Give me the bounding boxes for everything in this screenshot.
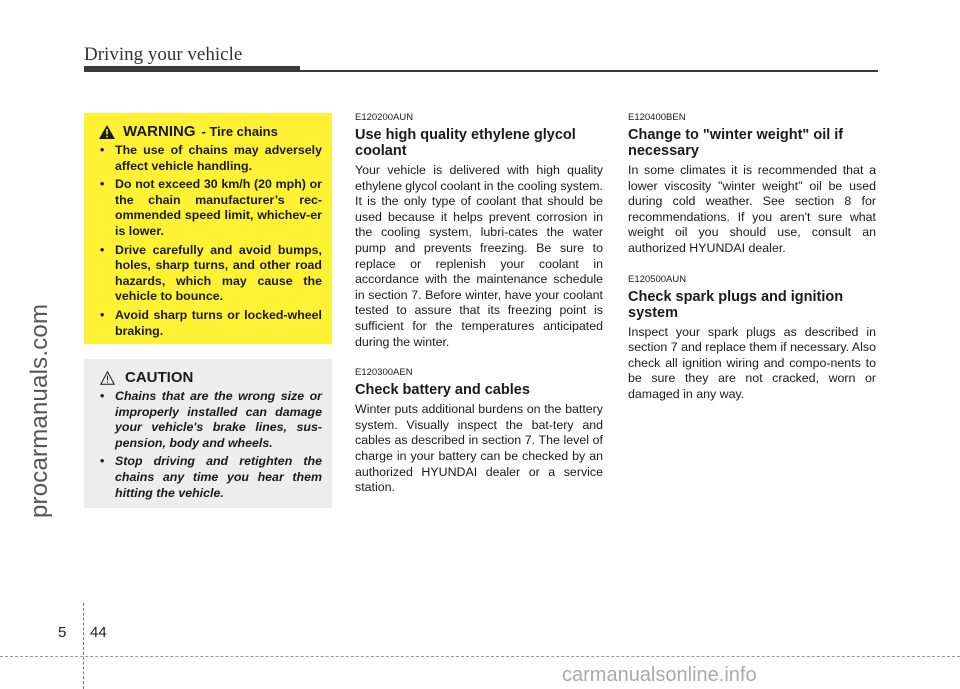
caution-header xyxy=(94,369,322,386)
warning-triangle-icon xyxy=(99,125,115,139)
section-code: E120400BEN xyxy=(628,112,686,123)
middle-column xyxy=(355,112,603,496)
warning-box xyxy=(84,113,332,344)
right-column xyxy=(628,112,876,403)
page-header-title: Driving your vehicle xyxy=(84,44,243,65)
warning-subtitle: - Tire chains xyxy=(201,124,278,139)
warning-item: • Avoid sharp turns or locked-wheel braking. xyxy=(100,307,322,338)
caution-item: • Stop driving and retighten the chains any time you hear them hitting the vehicle. xyxy=(100,454,322,500)
footer-divider-vertical xyxy=(83,603,84,689)
page-number: 44 xyxy=(90,624,107,641)
section-title: Check battery and cables xyxy=(355,382,530,399)
section-title: Change to "winter weight" oil if necessary xyxy=(628,127,844,159)
footer-divider-horizontal xyxy=(0,656,960,657)
chapter-number: 5 xyxy=(58,624,67,641)
section-code: E120200AUN xyxy=(355,112,414,123)
caution-label: CAUTION xyxy=(125,369,194,386)
side-watermark: procarmanuals.com xyxy=(26,303,53,518)
section-body: Inspect your spark plugs as described in section 7 and replace them if necessary. Also check all ignition wiring and compo-nents to be sure they are not cracked, worn or damaged in any way. xyxy=(628,324,876,401)
caution-triangle-icon xyxy=(100,371,115,385)
header-rule-thick xyxy=(84,66,300,72)
section-title: Use high quality ethylene glycol coolant xyxy=(355,127,576,159)
section-body: Your vehicle is delivered with high quality ethylene glycol coolant in the cooling system. It is the only type of coolant that should be used because it helps prevent corrosion in the cooling system, lubri-cates the water pump and prevents freezing. Be sure to replace or replenish your coolant in accordance with the maintenance schedule in section 7. Before winter, have your coolant tested to assure that its freezing point is sufficient for the temperatures anticipated during the winter. xyxy=(355,163,603,349)
section-code: E120300AEN xyxy=(355,367,413,379)
warning-item: • Drive carefully and avoid bumps, holes, sharp turns, and other road hazards, which may cause the vehicle to bounce. xyxy=(100,242,322,304)
section-body: In some climates it is recommended that a lower viscosity "winter weight" oil be used during cold weather. See section 8 for recommendations. If you aren't sure what weight oil you should use, consult an authorized HYUNDAI dealer. xyxy=(628,163,876,255)
warning-header xyxy=(94,123,322,140)
section-body: Winter puts additional burdens on the battery system. Visually inspect the bat-tery and cables as described in section 7. The level of charge in your battery can be checked by an authorized HYUNDAI dealer or a service station. xyxy=(355,402,603,495)
warning-label: WARNING xyxy=(123,123,196,140)
warning-item: • The use of chains may adversely affect vehicle handling. xyxy=(100,143,322,173)
caution-box xyxy=(84,359,332,508)
footer-watermark: carmanualsonline.info xyxy=(562,664,757,686)
section-code: E120500AUN xyxy=(628,273,687,285)
caution-item: • Chains that are the wrong size or improperly installed can damage your vehicle's brake lines, sus-pension, body and wheels. xyxy=(100,389,322,450)
header-rule-thin xyxy=(300,70,878,72)
section-title: Check spark plugs and ignition system xyxy=(628,288,844,321)
warning-item: • Do not exceed 30 km/h (20 mph) or the chain manufacturer’s rec-ommended speed limit, whichev-er is lower. xyxy=(100,177,322,238)
